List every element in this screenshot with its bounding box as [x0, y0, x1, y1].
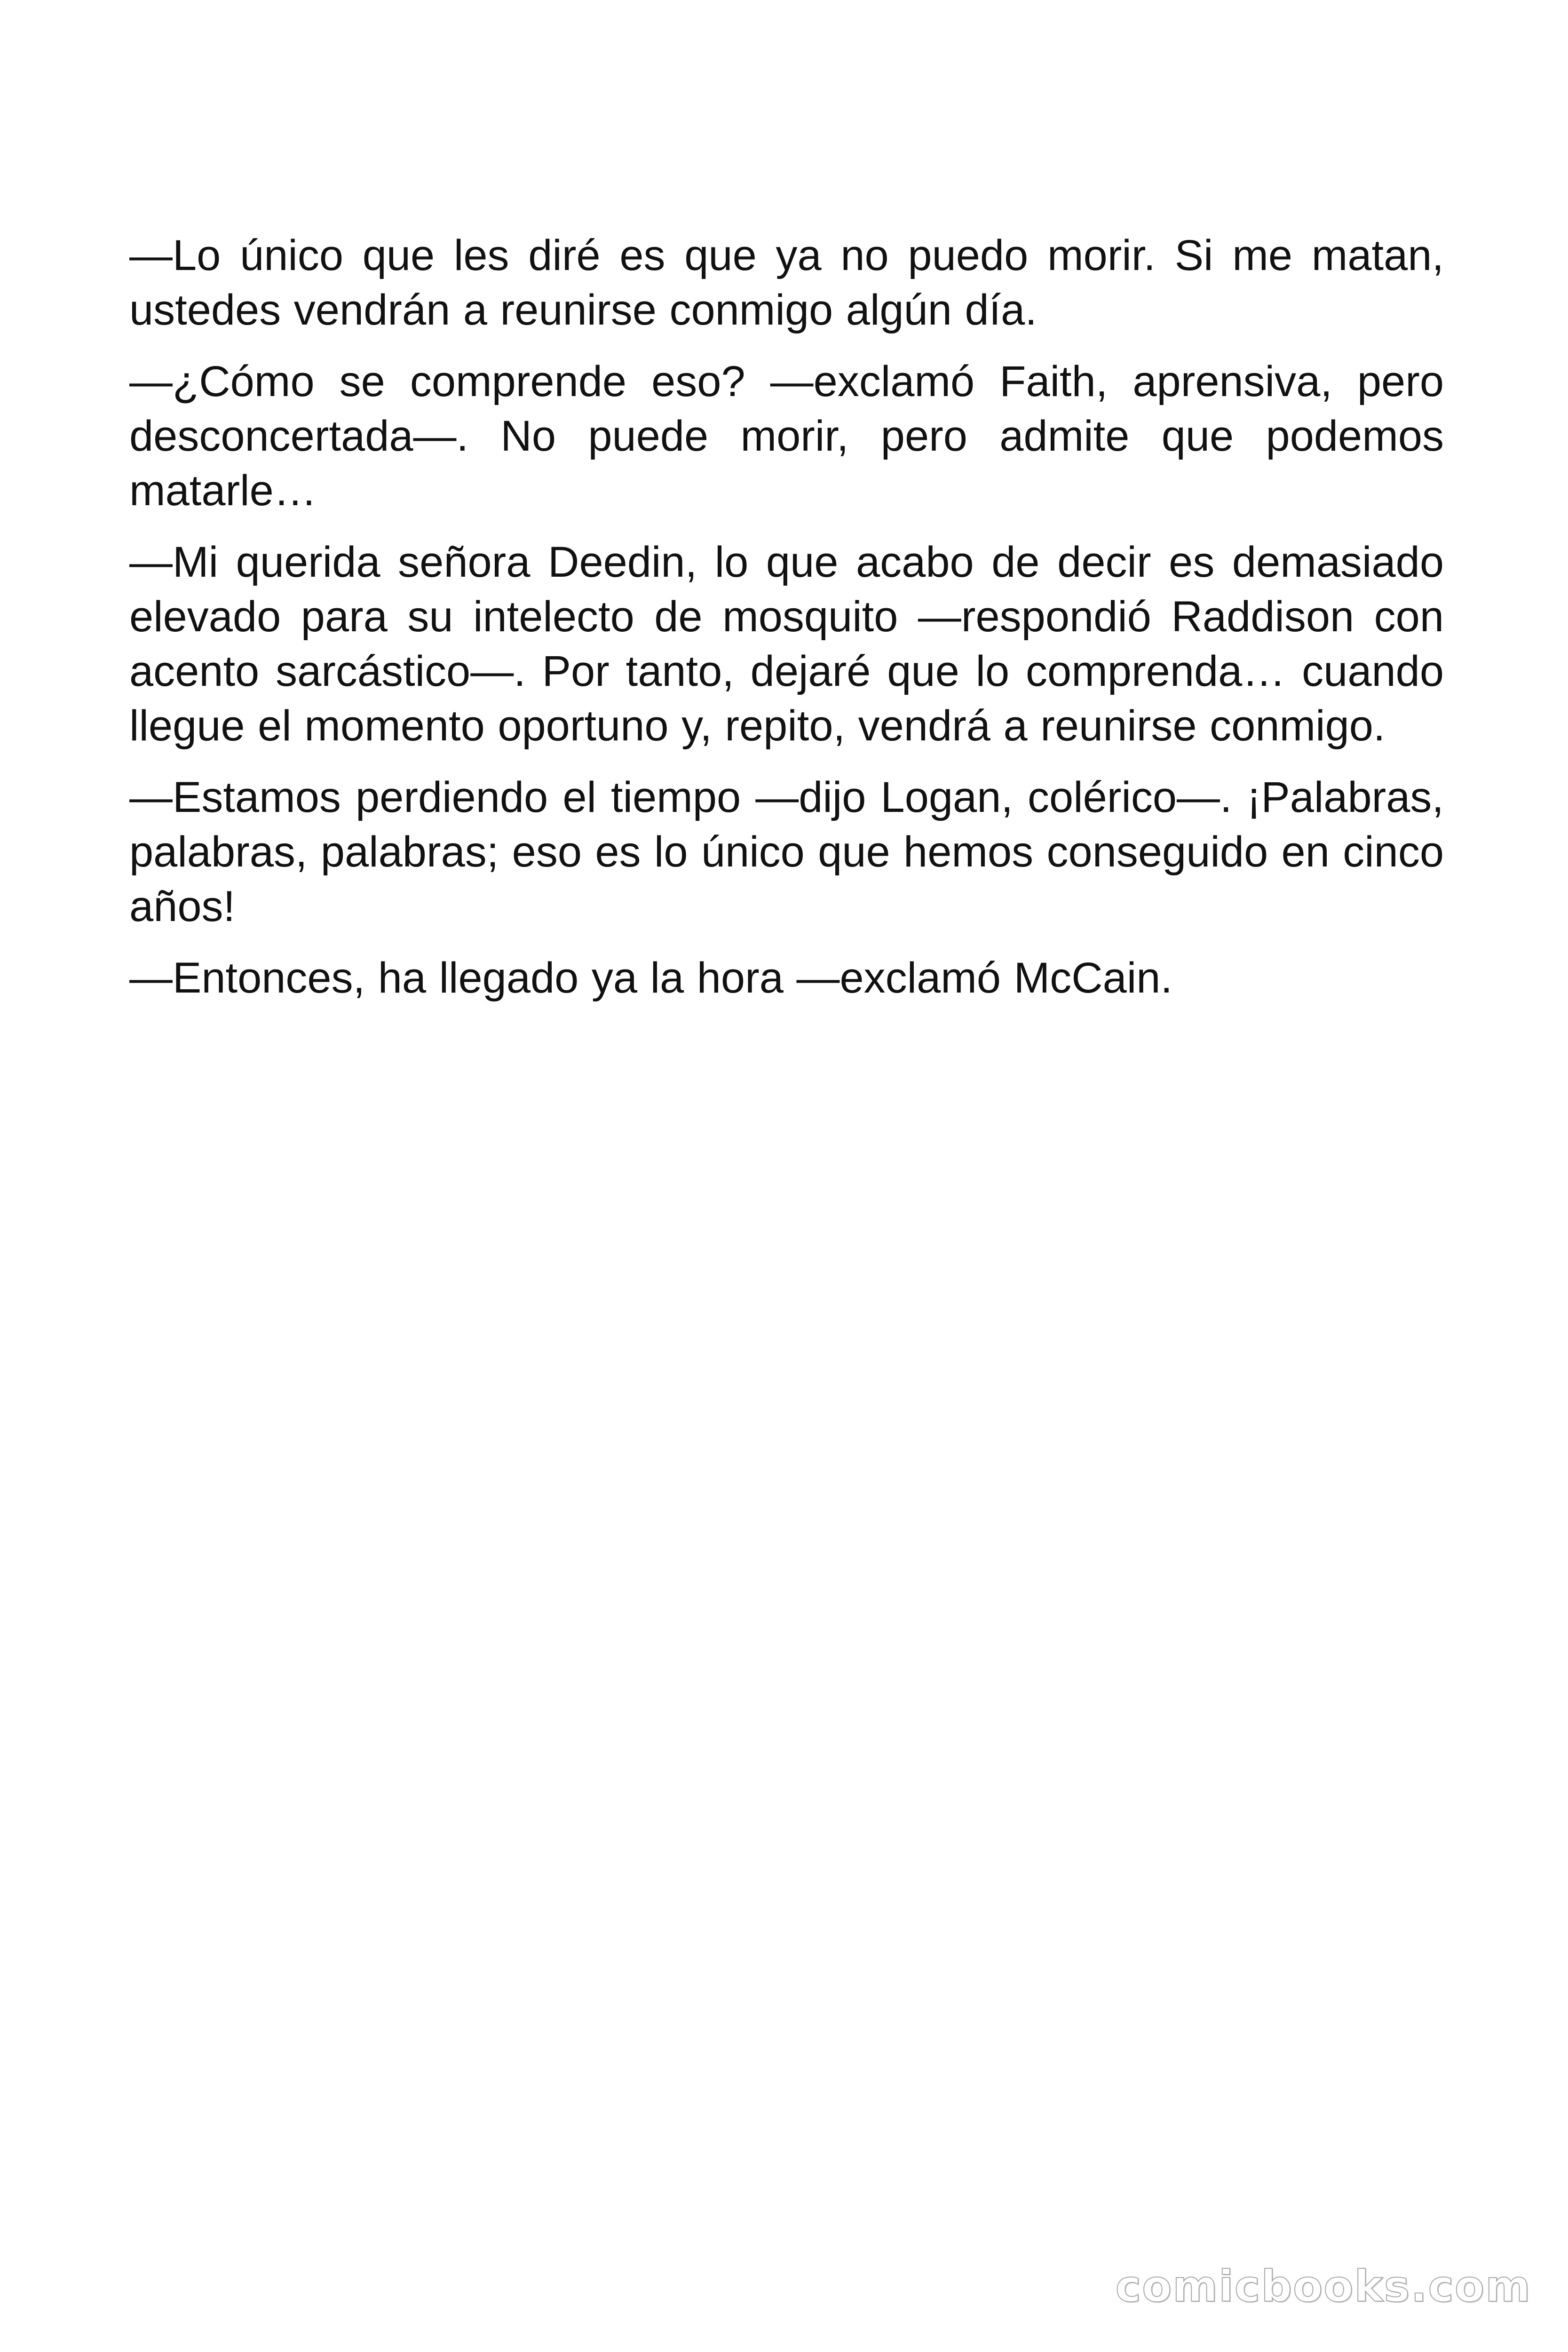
paragraph-1: —Lo único que les diré es que ya no puedo morir. Si me matan, ustedes vendrán a reunirse conmigo algún día.: [129, 231, 1444, 334]
paragraph-5: —Entonces, ha llegado ya la hora —exclamó McCain.: [129, 954, 1173, 1002]
paragraph-2: —¿Cómo se comprende eso? —exclamó Faith, aprensiva, pero desconcertada—. No puede morir, pero admite que podemos matarle…: [129, 358, 1444, 515]
body-text: [129, 228, 1444, 1022]
paragraph-3: —Mi querida señora Deedin, lo que acabo de decir es demasiado elevado para su intelecto de mosquito —respondió Raddison con acento sarcástico—. Por tanto, dejaré que lo comprenda… cuando llegue el momento oportuno y, repito, vendrá a reunirse conmigo.: [129, 538, 1444, 750]
paragraph-4: —Estamos perdiendo el tiempo —dijo Logan, colérico—. ¡Palabras, palabras, palabras; eso es lo único que hemos conseguido en cinco años!: [129, 773, 1444, 930]
watermark-logo: comicbooks.com: [1115, 2261, 1531, 2312]
